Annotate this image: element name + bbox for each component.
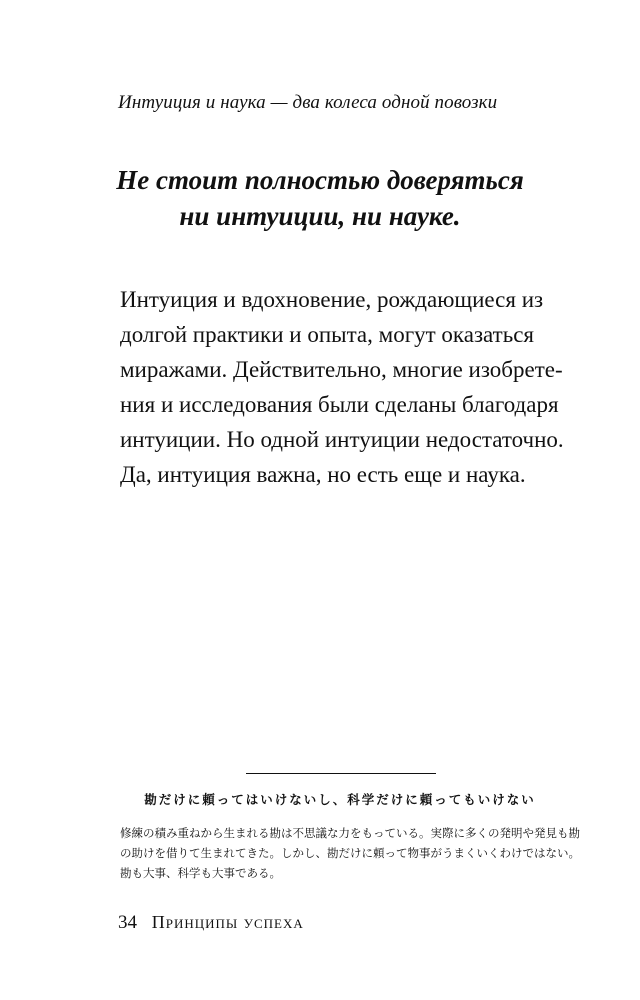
body-line: миражами. Действительно, многие изобрете- (120, 357, 563, 382)
headline (60, 162, 580, 234)
japanese-line: 勘も大事、科学も大事である。 (120, 866, 281, 880)
book-title: Принципы успеха (151, 912, 304, 932)
page-footer (118, 912, 304, 934)
body-line: интуиции. Но одной интуиции недостаточно. (120, 427, 564, 452)
japanese-line: 修練の積み重ねから生まれる勘は不思議な力をもっている。実際に多くの発明や発見も勘 (120, 826, 580, 840)
body-line: ния и исследования были сделаны благодаря (120, 392, 559, 417)
section-divider (246, 773, 436, 774)
page-number: 34 (118, 912, 137, 933)
running-head: Интуиция и наука — два колеса одной повозки (118, 92, 498, 113)
japanese-heading: 勘だけに頼ってはいけないし、科学だけに頼ってもいけない (144, 792, 536, 807)
body-line: долгой практики и опыта, могут оказаться (120, 322, 534, 347)
japanese-paragraph (120, 823, 580, 883)
body-paragraph (120, 282, 564, 492)
headline-line: ни интуиции, ни науке. (179, 201, 461, 231)
headline-line: Не стоит полностью доверяться (116, 165, 524, 195)
japanese-line: の助けを借りて生まれてきた。しかし、勘だけに頼って物事がうまくいくわけではない。 (120, 846, 580, 860)
body-line: Интуиция и вдохновение, рождающиеся из (120, 287, 544, 312)
body-line: Да, интуиция важна, но есть еще и наука. (120, 462, 526, 487)
